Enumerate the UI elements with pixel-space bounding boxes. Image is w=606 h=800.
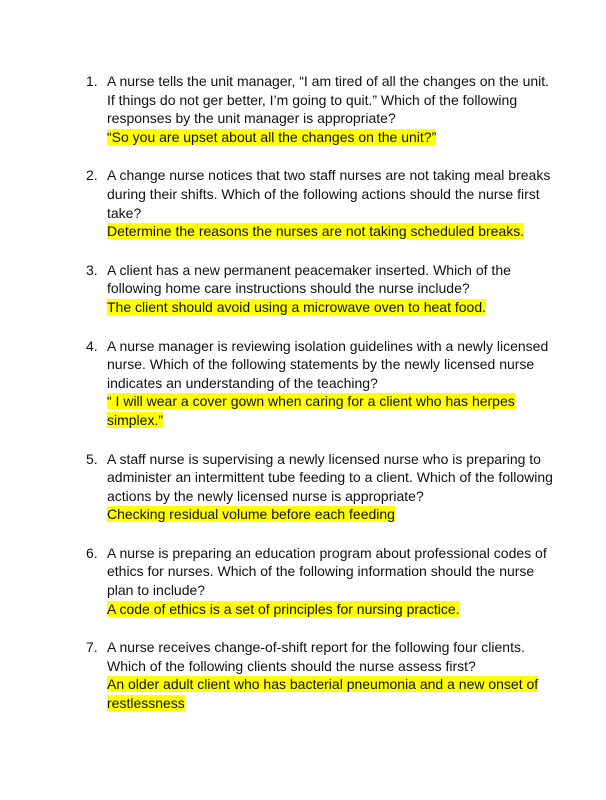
question-item-4 (86, 337, 556, 430)
question-item-6 (86, 544, 556, 618)
question-text: A staff nurse is supervising a newly licensed nurse who is preparing to administer an intermittent tube feeding to a client. Which of the following actions by the newly licensed nurse is appropriate? (107, 450, 553, 504)
highlighted-answer: “So you are upset about all the changes on the unit?” (107, 128, 437, 145)
question-number: 1. (86, 73, 98, 89)
highlighted-answer: A code of ethics is a set of principles for nursing practice. (107, 600, 460, 617)
question-item-3 (86, 261, 556, 317)
question-item-5 (86, 450, 556, 524)
highlighted-answer: “ I will wear a cover gown when caring for a client who has herpes simplex.” (107, 393, 515, 428)
question-text: A change nurse notices that two staff nurses are not taking meal breaks during their shifts. Which of the following actions should the nurse first take? (107, 167, 551, 221)
question-number: 3. (86, 261, 98, 278)
highlighted-answer: Determine the reasons the nurses are not taking scheduled breaks. (107, 223, 525, 240)
question-text: A nurse is preparing an education program about professional codes of ethics for nurses. Which of the following information should the nurse plan to include? (107, 544, 547, 599)
highlighted-answer: An older adult client who has bacterial pneumonia and a new onset of restlessness (107, 676, 539, 712)
question-number: 4. (86, 337, 98, 354)
question-number: 7. (86, 639, 98, 656)
question-item-7 (86, 638, 556, 712)
question-text: A nurse receives change-of-shift report for the following four clients. Which of the following clients should the nurse assess first? (107, 639, 525, 674)
question-item-2 (86, 166, 556, 240)
highlighted-answer: The client should avoid using a microwave oven to heat food. (107, 298, 487, 315)
highlighted-answer: Checking residual volume before each feeding (107, 506, 395, 523)
question-number: 2. (86, 167, 98, 184)
question-text: A client has a new permanent peacemaker inserted. Which of the following home care instructions should the nurse include? (107, 261, 511, 297)
question-text: A nurse manager is reviewing isolation guidelines with a newly licensed nurse. Which of the following statements by the newly licensed nurse indicates an understanding of the teaching? (107, 337, 549, 391)
question-number: 6. (86, 544, 98, 561)
question-list (86, 72, 556, 733)
question-text: A nurse tells the unit manager, “I am tired of all the changes on the unit. If things do not ger better, I’m going to quit.” Which of the following responses by the unit manager is appropriate? (107, 73, 550, 127)
question-number: 5. (86, 450, 98, 467)
question-item-1 (86, 72, 556, 146)
